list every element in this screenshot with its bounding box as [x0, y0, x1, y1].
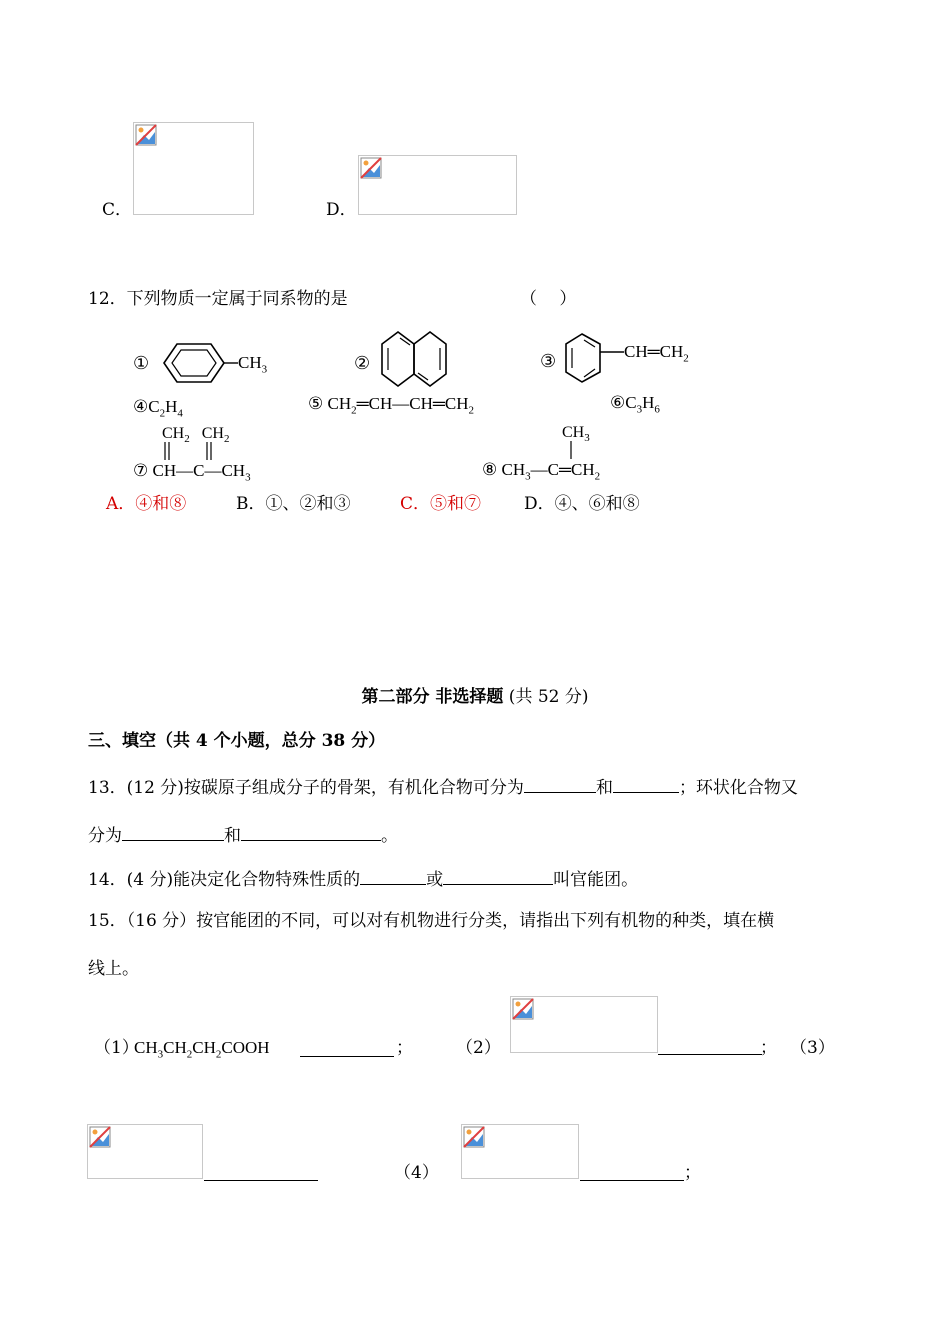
option-d-label: D．	[326, 200, 357, 220]
item7-bottom: ⑦ $CH—C—CH_3$	[133, 461, 251, 484]
q15-p4-image	[461, 1124, 579, 1179]
q12-option-d: D．④、⑥和⑧	[524, 494, 640, 514]
item3-vinyl: $CH═CH_2$	[624, 342, 689, 365]
q13-text-f: 。	[381, 826, 398, 846]
q12-option-a: A．④和⑧	[106, 494, 187, 514]
item1-number: ①	[133, 353, 150, 373]
q14-blank1[interactable]	[360, 866, 426, 885]
item7-top: $CH_2$ $CH_2$	[162, 425, 230, 446]
q15-line1: 15．（16 分）按官能团的不同，可以对有机物进行分类，请指出下列有机物的种类，填在横	[88, 911, 775, 931]
item6: $⑥C_3H_6$	[610, 393, 660, 416]
item3-number: ③	[540, 351, 557, 371]
q15-p4-blank[interactable]	[580, 1162, 684, 1181]
part2-title-bold: 第二部分 非选择题	[361, 687, 504, 707]
q15-line2: 线上。	[88, 959, 139, 979]
q15-p2-blank[interactable]	[658, 1036, 762, 1055]
q12-option-c: C．⑤和⑦	[400, 494, 482, 514]
q15-p2-label: （2）	[456, 1038, 501, 1058]
broken-image-icon	[135, 124, 157, 146]
naphthalene-structure	[378, 328, 458, 390]
option-c-label: C．	[102, 200, 133, 220]
item7-double-bonds	[160, 440, 220, 462]
q12-option-b: B．①、②和③	[236, 494, 351, 514]
q14-text-b: 或	[426, 870, 444, 890]
q13-text-a: 13．(12 分)按碳原子组成分子的骨架，有机化合物可分为	[88, 778, 524, 798]
q12-answer-paren: （ ）	[520, 289, 577, 309]
q15-p3-label: （3）	[790, 1038, 835, 1058]
q14-text-c: 叫官能团。	[553, 870, 639, 890]
q15-p3-image	[87, 1124, 203, 1179]
broken-image-icon	[360, 157, 382, 179]
q15-p4-label: （4）	[394, 1163, 439, 1183]
item8-top: $CH_3$	[562, 424, 590, 445]
item8-bond	[566, 440, 576, 460]
q15-p1-blank[interactable]	[300, 1038, 394, 1057]
q13-blank2[interactable]	[613, 774, 679, 793]
q14-blank2[interactable]	[443, 866, 553, 885]
part2-title	[0, 686, 950, 708]
q15-p3-blank[interactable]	[204, 1162, 318, 1181]
q15-p4-end: ；	[684, 1163, 701, 1183]
item4: $④C_2H_4$	[133, 397, 183, 420]
part2-title-rest: (共 52 分)	[503, 687, 589, 707]
q13-text-e: 和	[224, 826, 241, 846]
option-c-image	[133, 122, 254, 215]
section3-heading: 三、填空（共 4 个小题，总分 38 分）	[88, 731, 386, 751]
broken-image-icon	[512, 998, 534, 1020]
item8-bottom: ⑧ $CH_3—C═CH_2$	[482, 460, 601, 483]
q13-blank4[interactable]	[241, 822, 381, 841]
item5: ⑤ $CH_2═CH—CH═CH_2$	[308, 394, 475, 417]
q13-blank3[interactable]	[122, 822, 224, 841]
styrene-ring	[562, 330, 632, 388]
q13-text-d: 分为	[88, 826, 122, 846]
broken-image-icon	[463, 1126, 485, 1148]
q13-line1	[88, 774, 798, 799]
item1-ch3: $CH_3$	[238, 353, 268, 376]
item2-number: ②	[354, 353, 371, 373]
q14-text-a: 14．(4 分)能决定化合物特殊性质的	[88, 870, 361, 890]
q14-line	[88, 866, 638, 891]
q13-text-b: 和	[595, 778, 613, 798]
broken-image-icon	[89, 1126, 111, 1148]
q13-text-c: ；环状化合物又	[678, 778, 798, 798]
toluene-ring	[158, 340, 238, 386]
q15-p1-end: ；	[396, 1038, 413, 1058]
q15-p2-image	[510, 996, 658, 1053]
q15-p1-label: （1）	[94, 1038, 139, 1058]
q15-p1-formula: $CH_3CH_2CH_2COOH$	[134, 1038, 270, 1061]
option-d-image	[358, 155, 517, 215]
q13-line2	[88, 822, 398, 847]
q13-blank1[interactable]	[524, 774, 596, 793]
q15-p2-end: ；	[760, 1038, 777, 1058]
q12-stem: 12．下列物质一定属于同系物的是	[88, 289, 348, 309]
